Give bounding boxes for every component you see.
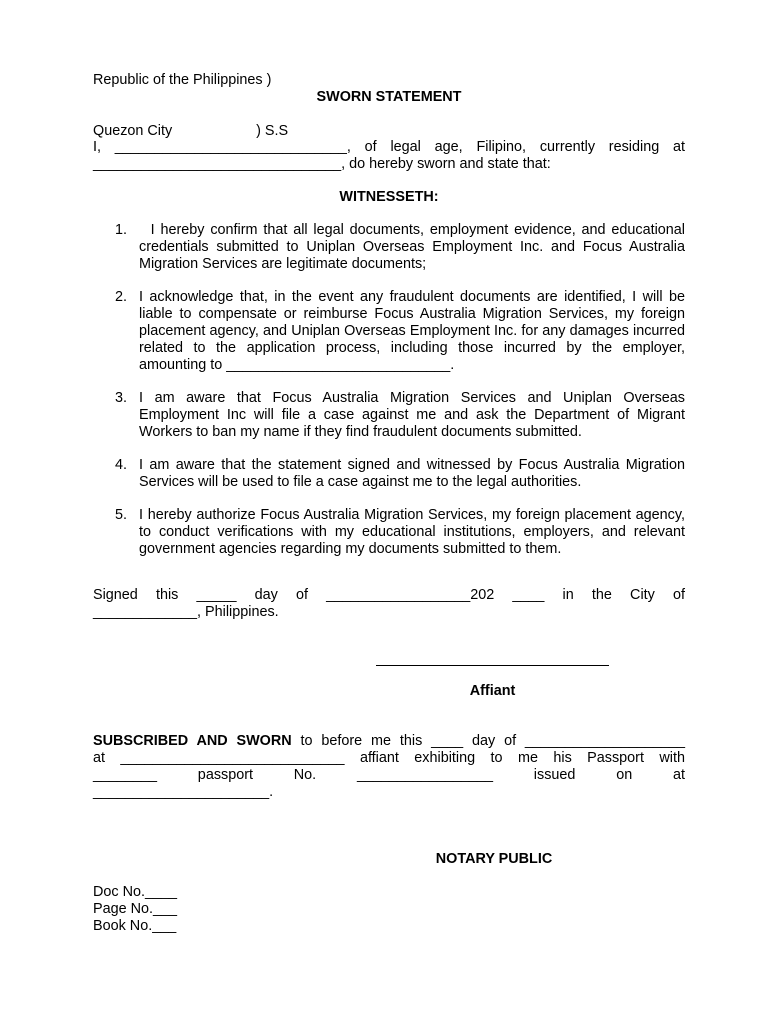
notary-public-label: NOTARY PUBLIC	[435, 851, 553, 867]
list-item	[93, 390, 685, 441]
subscribed-line-1	[93, 733, 685, 750]
witnesseth-heading: WITNESSETH:	[339, 189, 439, 205]
item-text: I hereby confirm that all legal documents, employment evidence, and educational credentials submitted to Uniplan Overseas Employment Inc. and Focus Australia Migration Services are legitimate documents;	[139, 222, 689, 272]
intro-line-1: I, _____________________________, of legal age, Filipino, currently residing at	[93, 139, 685, 155]
header-line-republic: Republic of the Philippines )	[93, 72, 272, 88]
item-text: I acknowledge that, in the event any fraudulent documents are identified, I will be liable to compensate or reimburse Focus Australia Migration Services, my foreign placement agency, and Uniplan Overseas Employment Inc. for any damages incurred related to the application process, including those incurred by the employer, amounting to ____________________________.	[139, 289, 685, 373]
item-text: I am aware that the statement signed and witnessed by Focus Australia Migration Services will be used to file a case against me to the legal authorities.	[139, 457, 685, 490]
item-number: 4.	[115, 457, 128, 473]
item-text: I hereby authorize Focus Australia Migration Services, my foreign placement agency, to conduct verifications with my educational institutions, employers, and relevant government agencies regarding my documents submitted to them.	[139, 507, 685, 557]
item-number: 1.	[115, 222, 128, 238]
intro-line-2: _______________________________, do hereby sworn and state that:	[93, 156, 551, 172]
page-number: Page No.___	[93, 901, 178, 917]
list-item	[93, 507, 685, 558]
list-item	[93, 457, 685, 491]
subscribed-line-1-rest: to before me this ____ day of ____________________	[291, 733, 685, 749]
intro-paragraph	[93, 139, 685, 173]
document-title: SWORN STATEMENT	[316, 89, 462, 105]
statement-list	[93, 222, 689, 574]
item-text: I am aware that Focus Australia Migration Services and Uniplan Overseas Employment Inc will file a case against me and ask the Department of Migrant Workers to ban my name if they find fraudulent documents submitted.	[139, 390, 685, 440]
affiant-label: Affiant	[469, 683, 516, 699]
subscribed-line-3: ________ passport No. _________________ issued on at	[93, 767, 685, 783]
subscribed-line-4: ______________________.	[93, 784, 274, 800]
subscribed-bold-lead: SUBSCRIBED AND SWORN	[93, 733, 292, 749]
list-item	[93, 222, 689, 273]
affiant-signature-line	[376, 665, 609, 666]
item-number: 3.	[115, 390, 128, 406]
subscribed-line-2: at ____________________________ affiant exhibiting to me his Passport with	[93, 750, 685, 766]
item-number: 2.	[115, 289, 128, 305]
list-item	[93, 289, 685, 374]
header-line-city: Quezon City ) S.S	[93, 123, 289, 139]
signed-line-1: Signed this _____ day of __________________202 ____ in the City of	[93, 587, 685, 603]
signed-line-2: _____________, Philippines.	[93, 604, 279, 620]
book-number: Book No.___	[93, 918, 177, 934]
doc-number: Doc No.____	[93, 884, 177, 900]
subscribed-paragraph	[93, 733, 685, 801]
signed-paragraph	[93, 587, 685, 621]
item-number: 5.	[115, 507, 128, 523]
notarial-register	[93, 884, 685, 935]
